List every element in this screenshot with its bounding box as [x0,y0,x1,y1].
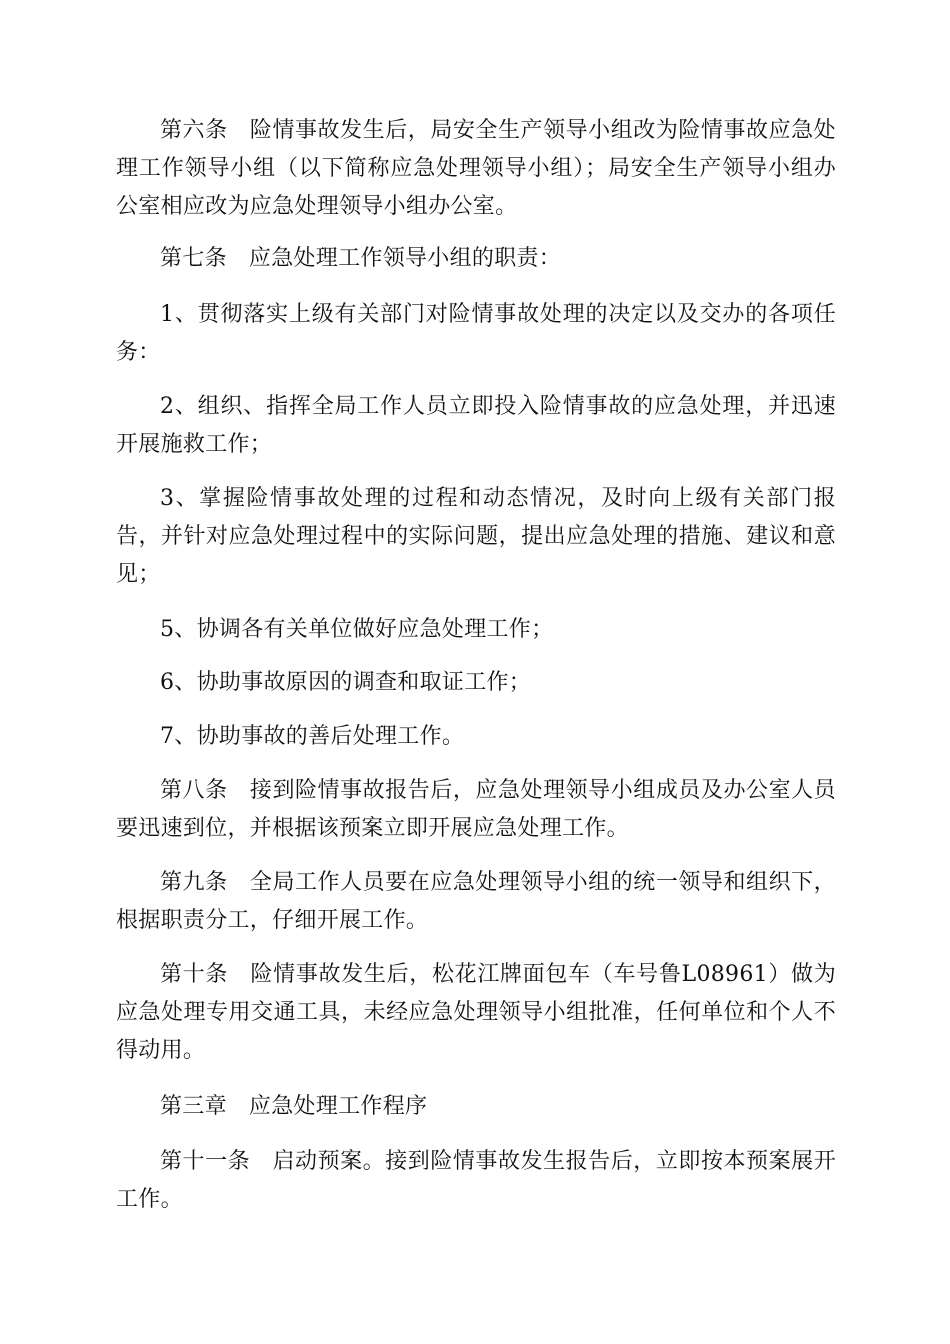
paragraph-text: 2、组织、指挥全局工作人员立即投入险情事故的应急处理，并迅速开展施救工作； [116,394,836,457]
article-heading: 第九条 [160,870,228,895]
paragraph-text: 7、协助事故的善后处理工作。 [160,724,465,749]
list-item-1 [116,296,836,372]
paragraph-text: 全局工作人员要在应急处理领导小组的统一领导和组织下，根据职责分工，仔细开展工作。 [116,870,836,933]
list-item-6 [116,664,836,702]
list-item-3 [116,480,836,594]
paragraph-text: 险情事故发生后，松花江牌面包车（车号鲁L08961）做为应急处理专用交通工具，未经应急处理领导小组批准，任何单位和个人不得动用。 [116,962,837,1063]
paragraph-article-9 [116,864,836,940]
paragraph-text: 应急处理工作领导小组的职责： [248,246,562,271]
list-item-7 [116,718,836,756]
paragraph-text: 6、协助事故原因的调查和取证工作； [160,670,532,695]
chapter-title: 应急处理工作程序 [248,1094,428,1119]
paragraph-text: 险情事故发生后，局安全生产领导小组改为险情事故应急处理工作领导小组（以下简称应急处理领导小组）；局安全生产领导小组办公室相应改为应急处理领导小组办公室。 [116,118,836,219]
paragraph-text: 1、贯彻落实上级有关部门对险情事故处理的决定以及交办的各项任务： [116,302,836,365]
paragraph-article-7 [116,240,836,278]
article-heading: 第十条 [160,962,229,987]
list-item-5 [116,611,836,649]
paragraph-article-6 [116,112,836,226]
paragraph-text: 接到险情事故报告后，应急处理领导小组成员及办公室人员要迅速到位，并根据该预案立即开展应急处理工作。 [116,778,836,841]
article-heading: 第七条 [160,246,227,271]
paragraph-text: 5、协调各有关单位做好应急处理工作； [160,617,554,642]
list-item-2 [116,388,836,464]
paragraph-article-11 [116,1143,836,1219]
chapter-number: 第三章 [160,1094,227,1119]
article-heading: 第六条 [160,118,228,143]
chapter-heading-3 [116,1088,836,1126]
paragraph-article-10 [116,956,836,1070]
article-heading: 第八条 [160,778,228,803]
paragraph-text: 启动预案。接到险情事故发生报告后，立即按本预案展开工作。 [116,1149,836,1212]
article-heading: 第十一条 [160,1149,251,1174]
paragraph-text: 3、掌握险情事故处理的过程和动态情况，及时向上级有关部门报告，并针对应急处理过程中的实际问题，提出应急处理的措施、建议和意见； [116,486,836,587]
paragraph-article-8 [116,772,836,848]
